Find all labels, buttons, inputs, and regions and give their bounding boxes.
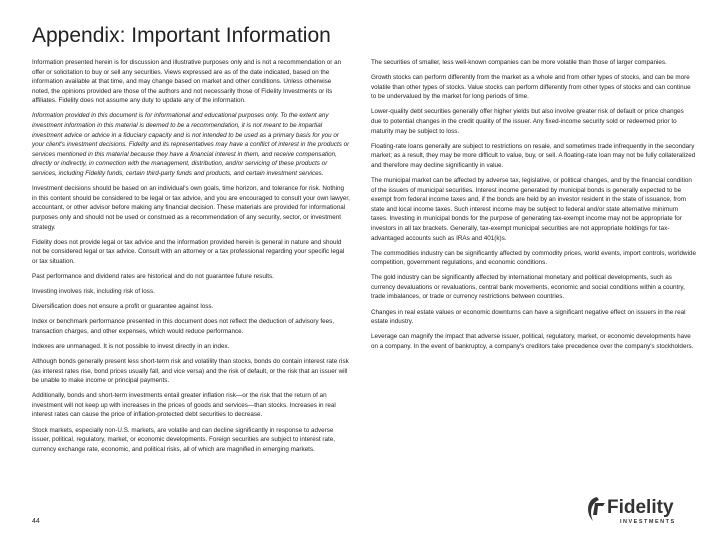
fidelity-logo	[583, 491, 703, 527]
disclosure-paragraph: Growth stocks can perform differently from the market as a whole and from other types of stocks, and can be more volatile than other types of stocks. Value stocks can perform differently from other types of stocks and can continue to be undervalued by the market for long periods of time.	[371, 74, 691, 101]
disclosure-column-left	[32, 58, 350, 460]
disclosure-paragraph: Diversification does not ensure a profit or guarantee against loss.	[32, 303, 214, 311]
disclosure-paragraph: Investing involves risk, including risk of loss.	[32, 287, 155, 295]
disclosure-paragraph: The commodities industry can be significantly affected by commodity prices, world events, import controls, worldwide competition, government regulations, and economic conditions.	[371, 249, 697, 267]
disclosure-paragraph: Past performance and dividend rates are historical and do not guarantee future results.	[32, 272, 274, 280]
disclosure-paragraph: The securities of smaller, less well-known companies can be more volatile than those of larger companies.	[371, 59, 667, 66]
disclosure-column-right	[371, 58, 696, 357]
disclosure-paragraph: Information provided in this document is for informational and educational purposes only. To the extent any investment information in this material is deemed to be a recommendation, it is not meant to be impartial investment advice or advice in a fiduciary capacity and is not intended to be used as a primary basis for you or your client's investment decisions. Fidelity and its representatives may have a conflict of interest in the products or services mentioned in this material because they have a financial interest in them, and receive compensation, directly or indirectly, in connection with the management, distribution, and/or servicing of these products or services, including Fidelity funds, certain third-party funds and products, and certain investment services.	[32, 112, 350, 178]
disclosure-paragraph: Floating-rate loans generally are subject to restrictions on resale, and sometimes trade infrequently in the secondary market; as a result, they may be more difficult to value, buy, or sell. A floating-rate loan may not be fully collateralized and therefore may decline significantly in value.	[371, 142, 696, 169]
disclosure-paragraph: Index or benchmark performance presented in this document does not reflect the deduction of advisory fees, transaction charges, and other expenses, which would reduce performance.	[32, 318, 335, 335]
disclosure-paragraph: Although bonds generally present less short-term risk and volatility than stocks, bonds do contain interest rate risk (as interest rates rise, bond prices usually fall, and vice versa) and the risk of default, or the risk that an issuer will be unable to make income or principal payments.	[32, 357, 349, 385]
disclosure-paragraph: Changes in real estate values or economic downturns can have a significant negative effect on issuers in the real estate industry.	[371, 308, 686, 326]
logo-wordmark: Fidelity	[607, 497, 674, 518]
disclosure-paragraph: The gold industry can be significantly affected by international monetary and political developments, such as currency devaluations or revaluations, central bank movements, economic and social conditions within a country, trade imbalances, or trade or currency restrictions between countries.	[371, 274, 685, 301]
logo-tagline: INVESTMENTS	[620, 519, 676, 525]
fidelity-logo-mark	[583, 491, 703, 527]
disclosure-paragraph: Stock markets, especially non-U.S. markets, are volatile and can decline significantly in response to adverse issuer, political, regulatory, market, or economic developments. Foreign securities are subject to interest rate, currency exchange rate, economic, and political risks, all of which are magnified in emerging markets.	[32, 426, 335, 453]
disclosure-paragraph: Information presented herein is for discussion and illustrative purposes only and is not a recommendation or an offer or solicitation to buy or sell any securities. Views expressed are as of the date indicated, based on the information available at that time, and may change based on market and other conditions. Unless otherwise noted, the opinions provided are those of the authors and not necessarily those of Fidelity Investments or its affiliates. Fidelity does not assume any duty to update any of the information.	[32, 59, 342, 105]
disclosure-paragraph: Investment decisions should be based on an individual's own goals, time horizon, and tolerance for risk. Nothing in this content should be considered to be legal or tax advice, and you are encouraged to consult your own lawyer, accountant, or other advisor before making any financial decision. These materials are provided for informational purposes only and should not be used or construed as a recommendation of any security, sector, or investment strategy.	[32, 185, 350, 231]
disclosure-paragraph: Indexes are unmanaged. It is not possible to invest directly in an index.	[32, 342, 230, 350]
disclosure-paragraph: Additionally, bonds and short-term investments entail greater inflation risk—or the risk that the return of an investment will not keep up with increases in the prices of goods and services—than stocks. Increases in real interest rates can cause the price of inflation-protected debt securities to decrease.	[32, 392, 336, 419]
disclosure-paragraph: Leverage can magnify the impact that adverse issuer, political, regulatory, market, or economic developments have on a company. In the event of bankruptcy, a company's creditors take precedence over the company's stockholders.	[371, 333, 694, 350]
disclosure-paragraph: Lower-quality debt securities generally offer higher yields but also involve greater risk of default or price changes due to potential changes in the credit quality of the issuer. Any fixed-income security sold or redeemed prior to maturity may be subject to loss.	[371, 108, 684, 135]
page-title: Appendix: Important Information	[32, 24, 331, 47]
page-number: 44	[32, 518, 40, 525]
disclosure-paragraph: Fidelity does not provide legal or tax advice and the information provided herein is general in nature and should not be considered legal or tax advice. Consult with an attorney or a tax professional regarding your specific legal or tax situation.	[32, 238, 345, 265]
disclosure-paragraph: The municipal market can be affected by adverse tax, legislative, or political changes, and by the financial condition of the issuers of municipal securities. Interest income generated by municipal bonds is generally expected to be exempt from federal income taxes and, if the bonds are held by an investor resident in the state of issuance, from state and local income taxes. Such interest income may be subject to federal and/or state alternative minimum taxes. Investing in municipal bonds for the purpose of generating tax-exempt income may not be appropriate for investors in all tax brackets. Generally, tax-exempt municipal securities are not appropriate holdings for tax-advantaged accounts such as IRAs and 401(k)s.	[371, 176, 692, 242]
fidelity-emblem-icon	[588, 497, 605, 521]
